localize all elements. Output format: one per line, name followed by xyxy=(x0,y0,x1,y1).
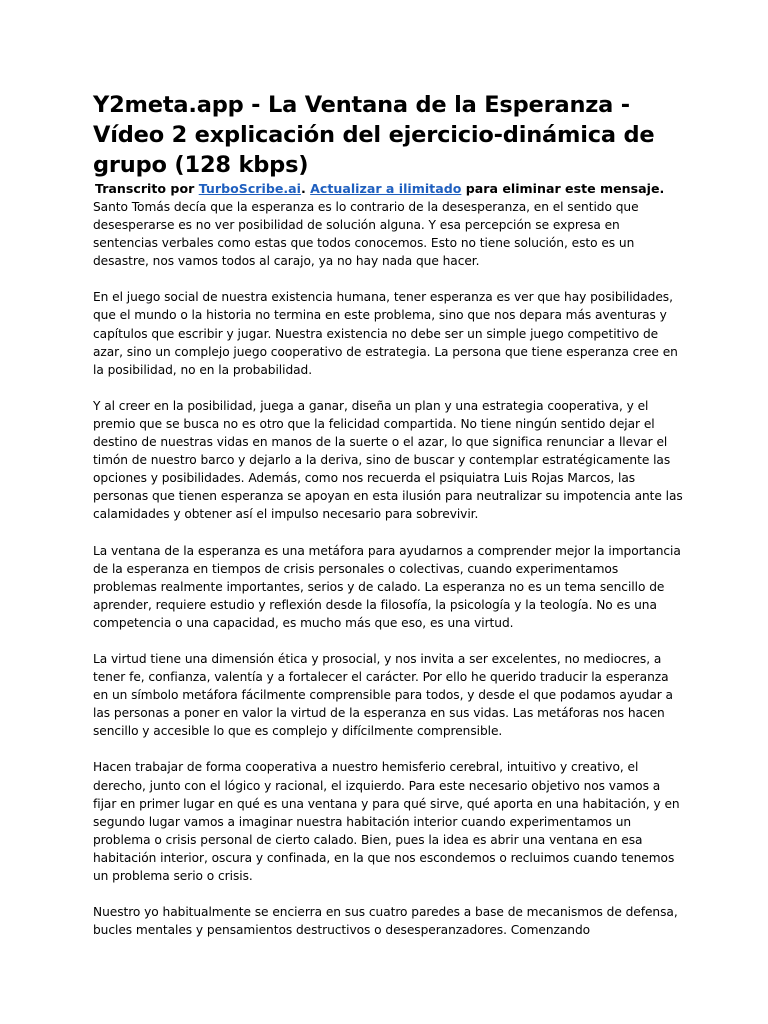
transcript-notice xyxy=(95,180,683,198)
paragraph: La ventana de la esperanza es una metáfora para ayudarnos a comprender mejor la importancia de la esperanza en tiempos de crisis personales o colectivas, cuando experimentamos problemas realmente importantes, serios y de calado. La esperanza no es un tema sencillo de aprender, requiere estudio y reflexión desde la filosofía, la psicología y la teología. No es una competencia o una capacidad, es mucho más que eso, es una virtud. xyxy=(93,543,681,630)
document-page xyxy=(93,90,683,957)
paragraph: La virtud tiene una dimensión ética y prosocial, y nos invita a ser excelentes, no mediocres, a tener fe, confianza, valentía y a fortalecer el carácter. Por ello he querido traducir la esperanza en un símbolo metáfora fácilmente comprensible para todos, y desde el que podamos ayudar a las personas a poner en valor la virtud de la esperanza en sus vidas. Las metáforas nos hacen sencillo y accesible lo que es complejo y difícilmente comprensible. xyxy=(93,651,673,739)
paragraph: Santo Tomás decía que la esperanza es lo contrario de la desesperanza, en el sentido que desesperarse es no ver posibilidad de solución alguna. Y esa percepción se expresa en sentencias verbales como estas que todos conocemos. Esto no tiene solución, esto es un desastre, nos vamos todos al carajo, ya no hay nada que hacer. xyxy=(93,200,639,269)
document-title: Y2meta.app - La Ventana de la Esperanza - Vídeo 2 explicación del ejercicio-dinámica de grupo (128 kbps) xyxy=(93,92,655,178)
upgrade-link[interactable]: Actualizar a ilimitado xyxy=(310,181,462,196)
paragraph: Nuestro yo habitualmente se encierra en sus cuatro paredes a base de mecanismos de defensa, bucles mentales y pensamientos destructivos o desesperanzadores. Comenzando xyxy=(93,905,678,938)
paragraph: En el juego social de nuestra existencia humana, tener esperanza es ver que hay posibilidades, que el mundo o la historia no termina en este problema, sino que nos depara más aventuras y capítulos que escribir y jugar. Nuestra existencia no debe ser un simple juego competitivo de azar, sino un complejo juego cooperativo de estrategia. La persona que tiene esperanza cree en la posibilidad, no en la probabilidad. xyxy=(93,290,678,377)
paragraph: Y al creer en la posibilidad, juega a ganar, diseña un plan y una estrategia cooperativa, y el premio que se busca no es otro que la felicidad compartida. No tiene ningún sentido dejar el destino de nuestras vidas en manos de la suerte o el azar, lo que significa renunciar a llevar el timón de nuestro barco y dejarlo a la deriva, sino de buscar y contemplar estratégicamente las opciones y posibilidades. Además, como nos recuerda el psiquiatra Luis Rojas Marcos, las personas que tienen esperanza se apoyan en esta ilusión para neutralizar su impotencia ante las calamidades y obtener así el impulso necesario para sobrevivir. xyxy=(93,398,683,522)
transcript-prefix: Transcrito por xyxy=(95,181,199,196)
turboscribe-link[interactable]: TurboScribe.ai xyxy=(198,181,301,196)
paragraph: Hacen trabajar de forma cooperativa a nuestro hemisferio cerebral, intuitivo y creativo, el derecho, junto con el lógico y racional, el izquierdo. Para este necesario objetivo nos vamos a fijar en primer lugar en qué es una ventana y para qué sirve, qué aporta en una habitación, y en segundo lugar vamos a imaginar nuestra habitación interior cuando experimentamos un problema o crisis personal de cierto calado. Bien, pues la idea es abrir una ventana en esa habitación interior, oscura y confinada, en la que nos escondemos o recluimos cuando tenemos un problema serio o crisis. xyxy=(93,760,680,883)
transcript-suffix: para eliminar este mensaje. xyxy=(461,181,665,196)
transcript-separator: . xyxy=(300,181,311,196)
